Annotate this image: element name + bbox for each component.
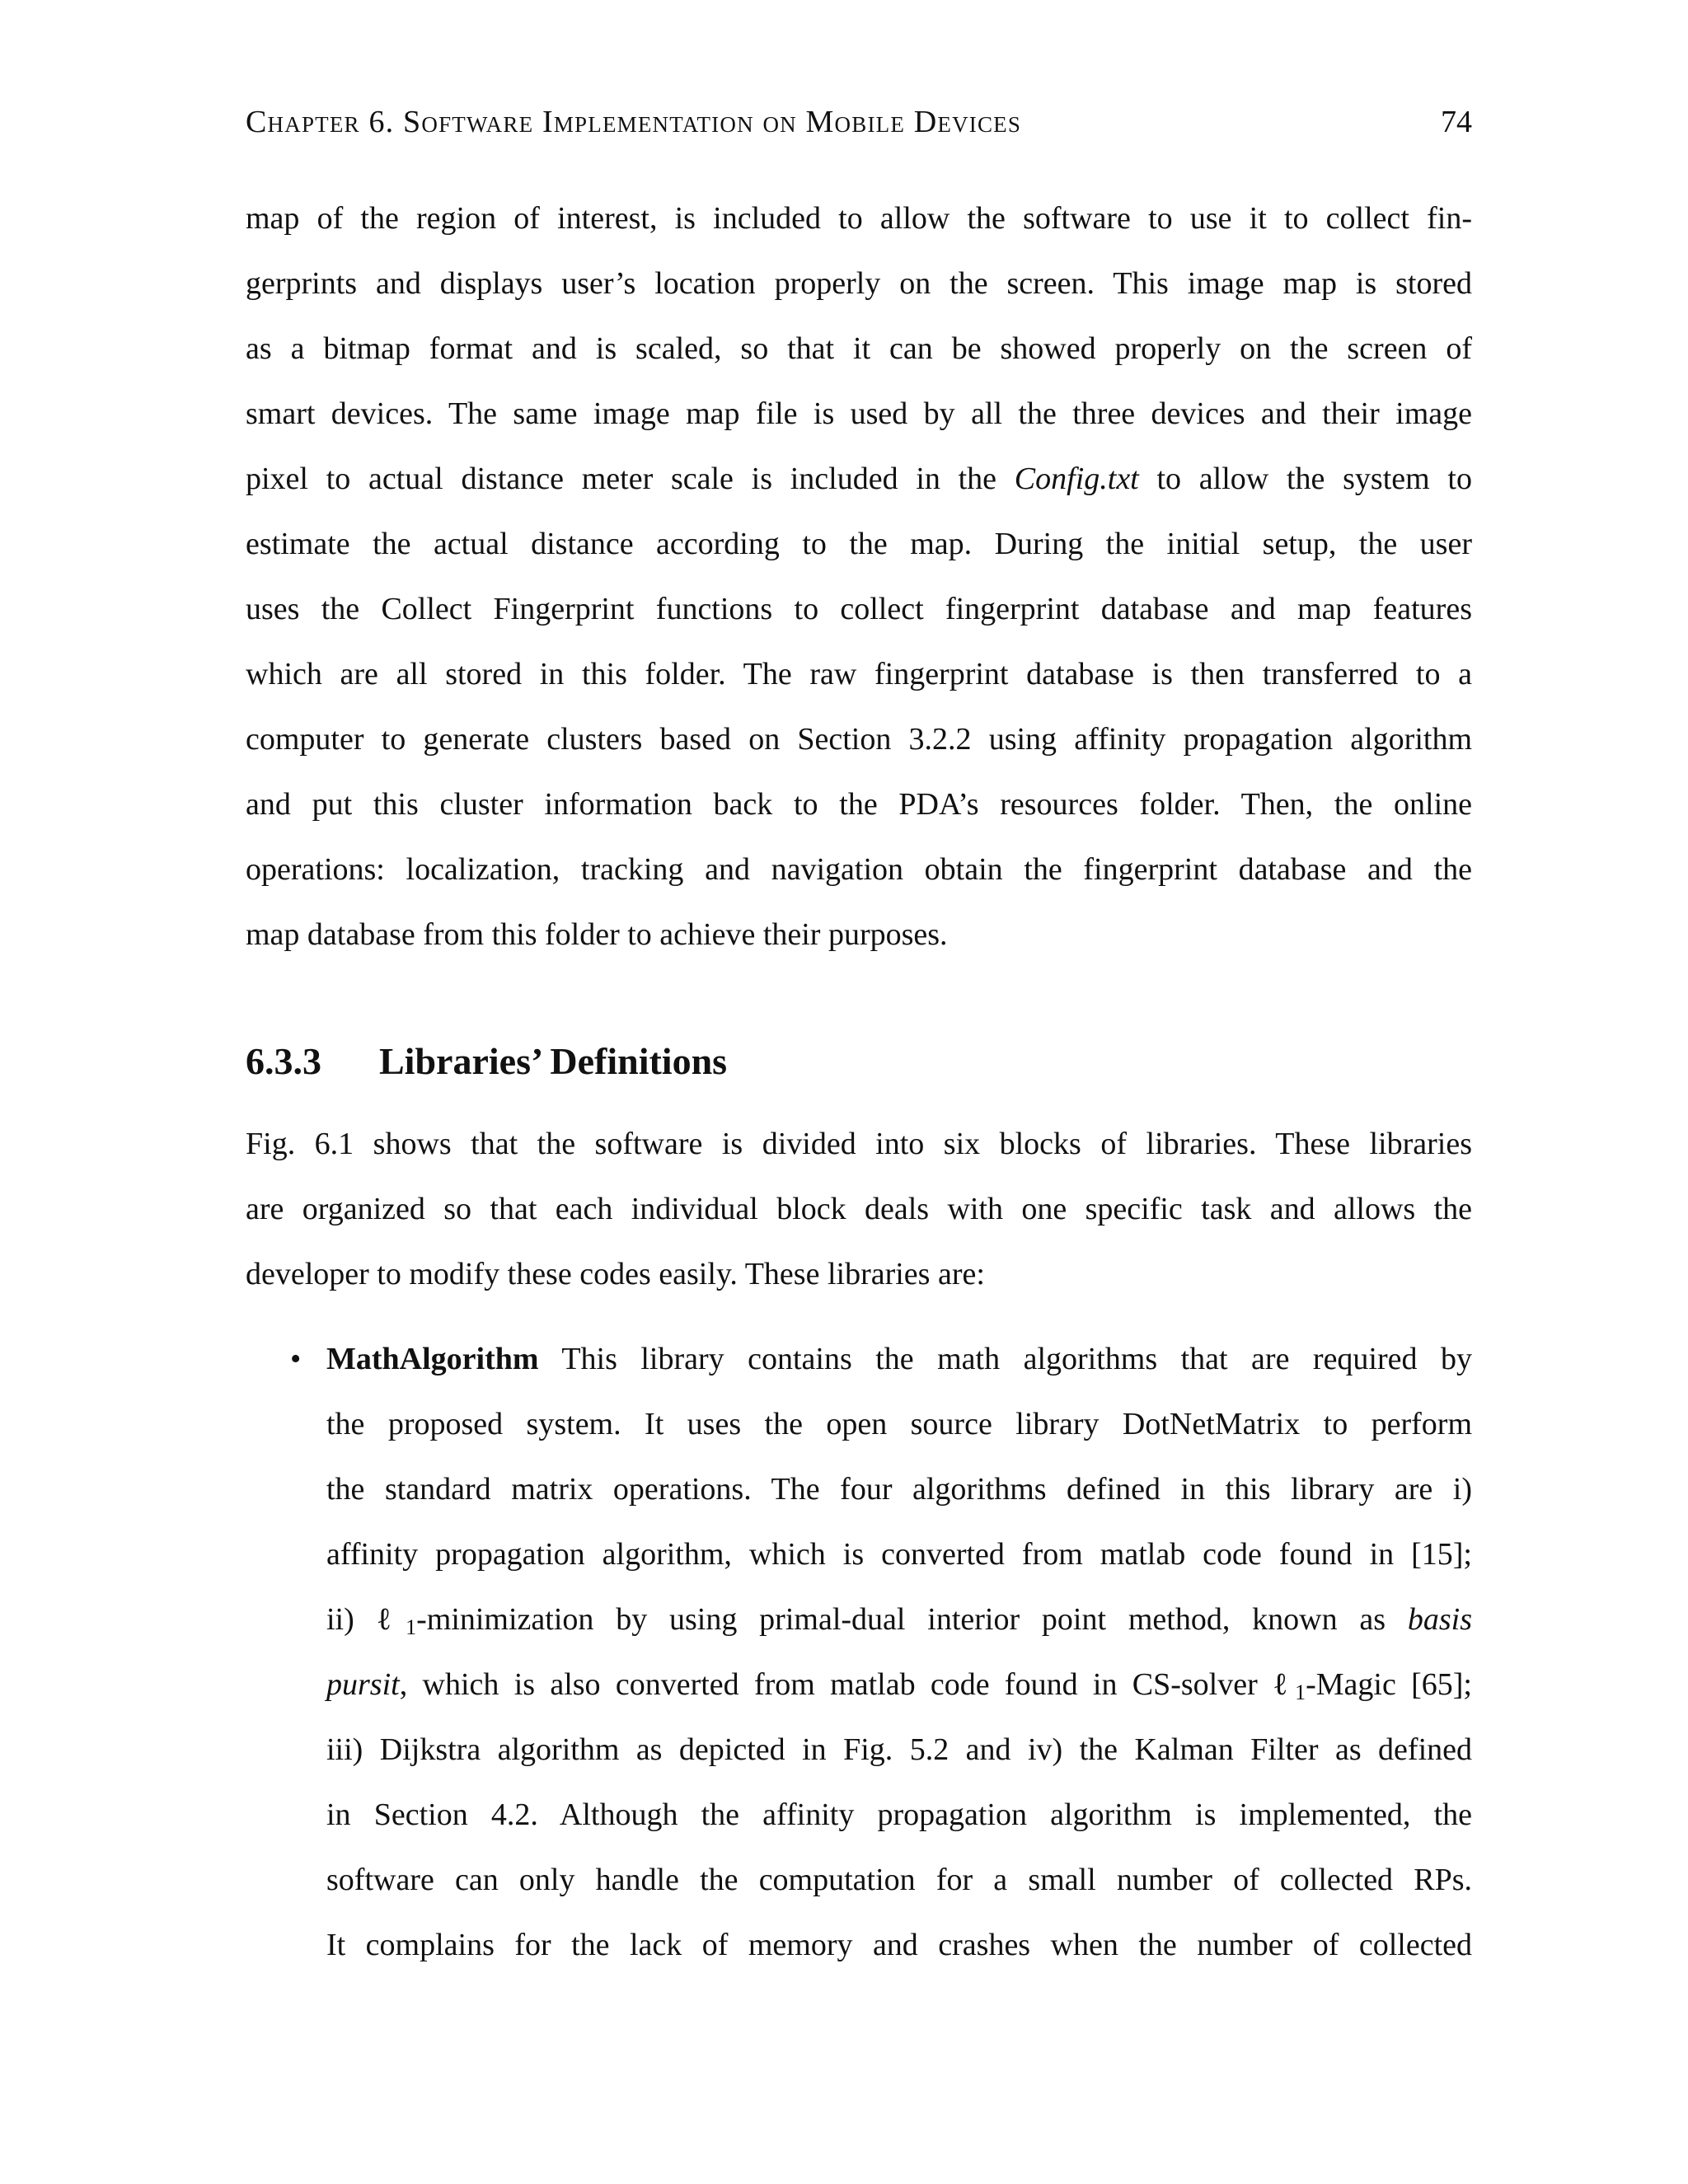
config-file-name: Config.txt <box>1014 462 1139 496</box>
text-line: It complains for the lack of memory and crashes when the number of collected <box>326 1928 1472 1962</box>
text-segment: -minimization by using primal-dual interior point method, known as <box>416 1602 1408 1637</box>
text-line <box>326 1587 1472 1652</box>
text-line: estimate the actual distance according to the map. During the initial setup, the user <box>246 527 1472 561</box>
emphasis: basis <box>1407 1602 1472 1637</box>
bullet-item-mathalgorithm <box>326 1327 1472 1978</box>
text-segment: This library contains the math algorithms that are required by <box>538 1342 1472 1376</box>
text-line <box>326 1652 1472 1718</box>
bullet-marker: • <box>290 1342 302 1376</box>
text-line: and put this cluster information back to the PDA’s resources folder. Then, the online <box>246 787 1472 822</box>
text-segment: to allow the system to <box>1138 462 1472 496</box>
subscript: 1 <box>1295 1680 1306 1704</box>
text-line: gerprints and displays user’s location properly on the screen. This image map is stored <box>246 266 1472 301</box>
running-title: Chapter 6. Software Implementation on Mobile Devices <box>246 105 1022 139</box>
text-line: software can only handle the computation for a small number of collected RPs. <box>326 1863 1472 1897</box>
text-segment: ii) ℓ <box>326 1602 406 1637</box>
text-segment: , which is also converted from matlab code found in CS-solver ℓ <box>399 1667 1296 1702</box>
section-heading <box>246 1033 1472 1090</box>
text-line: in Section 4.2. Although the affinity propagation algorithm is implemented, the <box>326 1797 1472 1832</box>
section-number: 6.3.3 <box>246 1040 321 1082</box>
text-line: operations: localization, tracking and navigation obtain the fingerprint database and the <box>246 852 1472 887</box>
subscript: 1 <box>406 1615 417 1639</box>
text-line: as a bitmap format and is scaled, so that it can be showed properly on the screen of <box>246 331 1472 366</box>
text-segment: -Magic [65]; <box>1306 1667 1472 1702</box>
text-line <box>246 447 1472 512</box>
text-line: smart devices. The same image map file is used by all the three devices and their image <box>246 396 1472 431</box>
text-line: uses the Collect Fingerprint functions to collect fingerprint database and map features <box>246 592 1472 626</box>
text-line: map database from this folder to achieve their purposes. <box>246 917 948 952</box>
text-line: iii) Dijkstra algorithm as depicted in Fig. 5.2 and iv) the Kalman Filter as defined <box>326 1732 1472 1767</box>
text-line: Fig. 6.1 shows that the software is divided into six blocks of libraries. These libraries <box>246 1127 1472 1161</box>
section-title: Libraries’ Definitions <box>379 1040 728 1082</box>
paragraph-libraries-intro <box>246 1112 1472 1307</box>
running-header <box>246 97 1472 147</box>
text-line: computer to generate clusters based on Section 3.2.2 using affinity propagation algorithm <box>246 722 1472 757</box>
emphasis: pursit <box>326 1667 400 1702</box>
paragraph-resources-folder <box>246 186 1472 968</box>
text-line: affinity propagation algorithm, which is converted from matlab code found in [15]; <box>326 1537 1472 1572</box>
text-line: developer to modify these codes easily. These libraries are: <box>246 1257 985 1291</box>
library-name: MathAlgorithm <box>326 1342 539 1376</box>
text-line: the standard matrix operations. The four algorithms defined in this library are i) <box>326 1472 1472 1507</box>
text-segment: pixel to actual distance meter scale is included in the <box>246 462 1015 496</box>
text-line: which are all stored in this folder. The raw fingerprint database is then transferred to a <box>246 657 1472 691</box>
text-line: the proposed system. It uses the open source library DotNetMatrix to perform <box>326 1407 1472 1441</box>
text-line: are organized so that each individual block deals with one specific task and allows the <box>246 1192 1472 1226</box>
page-number: 74 <box>1441 105 1472 139</box>
text-line: map of the region of interest, is included to allow the software to use it to collect fin- <box>246 201 1472 236</box>
text-line <box>326 1327 1472 1392</box>
